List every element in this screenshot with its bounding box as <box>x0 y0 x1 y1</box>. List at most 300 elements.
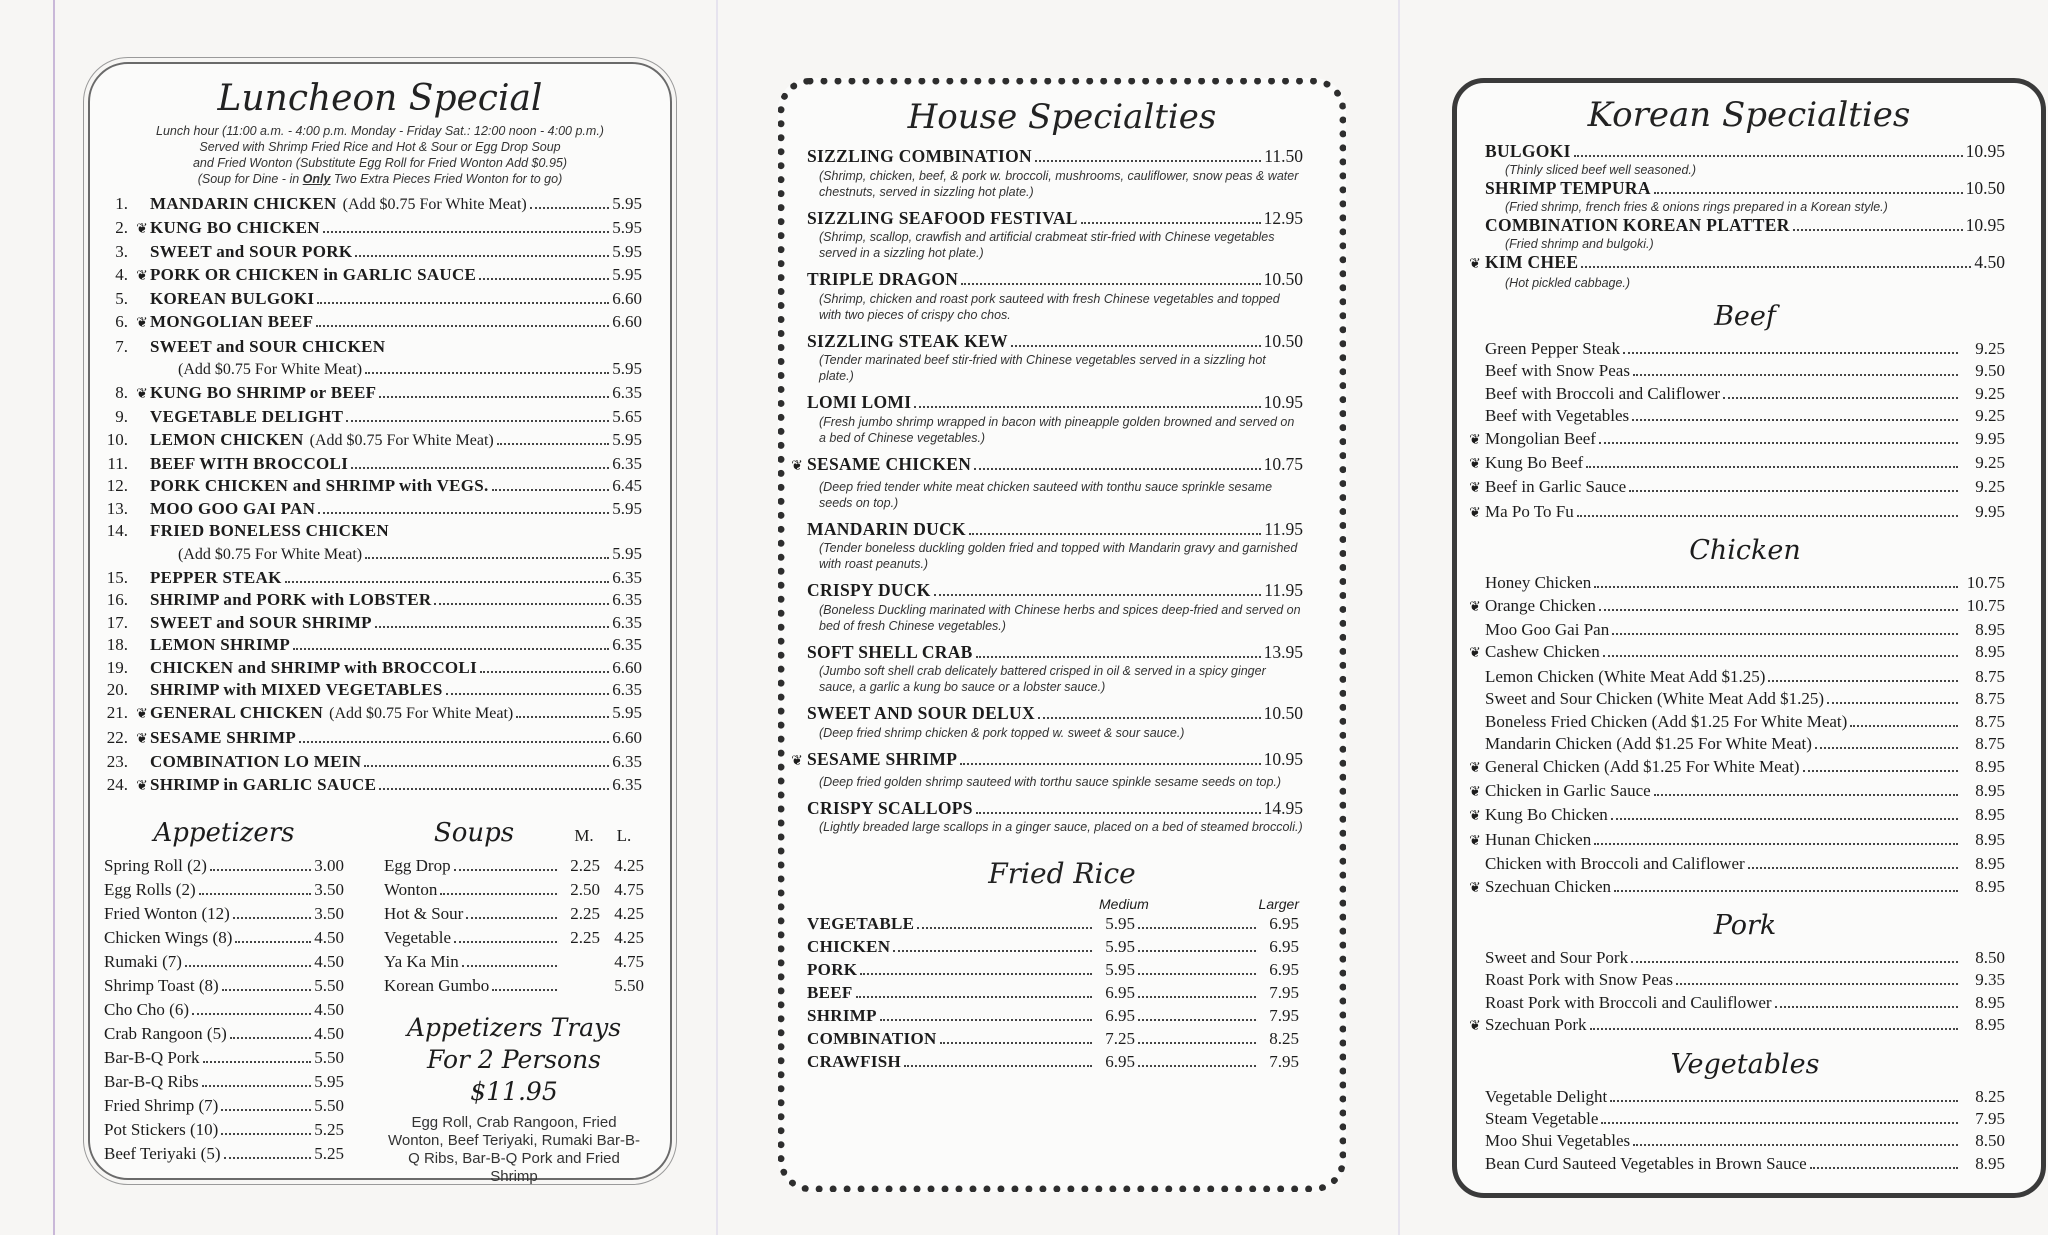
dot-leader <box>365 372 609 374</box>
dot-leader <box>1768 680 1958 682</box>
korean-item <box>1485 215 2005 236</box>
beef-section <box>1469 301 2005 525</box>
korean-panel <box>1452 78 2046 1198</box>
house-item-row <box>807 641 1303 664</box>
menu-item <box>1485 947 2005 969</box>
item-price: 8.95 <box>1975 876 2005 896</box>
item-price: 8.50 <box>1975 1131 2005 1151</box>
item-name: SHRIMP with MIXED VEGETABLES <box>150 680 443 700</box>
item-price: 5.95 <box>612 359 642 379</box>
dot-leader <box>1775 1006 1958 1008</box>
menu-item <box>807 1050 1299 1073</box>
item-name: PEPPER STEAK <box>150 567 282 587</box>
item-name: Chicken Wings (8) <box>104 928 233 948</box>
item-price: 5.95 <box>314 1072 344 1092</box>
item-number: 1. <box>115 194 128 213</box>
item-price: 8.95 <box>1975 829 2005 849</box>
dot-leader <box>497 443 610 445</box>
item-description: (Lightly breaded large scallops in a ginger sauce, placed on a bed of steamed broccoli.) <box>819 820 1303 835</box>
price-larger: 7.95 <box>1269 1052 1299 1072</box>
dot-leader <box>199 893 312 895</box>
item-note: (Add $0.75 For White Meat) <box>178 545 363 563</box>
dot-leader <box>323 231 609 233</box>
dot-leader <box>479 278 609 280</box>
house-item-row <box>791 748 1303 774</box>
item-price: 5.50 <box>314 1096 344 1116</box>
item-number: 13. <box>106 498 128 518</box>
item-number: 15. <box>106 567 128 587</box>
item-price: 5.95 <box>612 543 642 563</box>
dot-leader <box>1815 747 1958 749</box>
house-list <box>791 145 1303 835</box>
item-name: Vegetable <box>384 928 452 948</box>
menu-item <box>1485 360 2005 382</box>
dot-leader <box>1850 725 1958 727</box>
house-item-row <box>807 797 1303 820</box>
item-name: Bar-B-Q Ribs <box>104 1072 199 1092</box>
item-number: 19. <box>106 657 128 677</box>
menu-item <box>1485 733 2005 755</box>
item-description: (Tender marinated beef stir-fried with Chinese vegetables served in a sizzling hot plate.) <box>819 353 1266 384</box>
dot-leader <box>1138 973 1256 975</box>
dot-leader <box>1676 983 1958 985</box>
menu-item <box>104 998 344 1022</box>
house-item <box>807 797 1303 836</box>
spicy-icon: ❦ <box>1469 505 1481 521</box>
item-name: Vegetable Delight <box>1485 1086 1608 1106</box>
dot-leader <box>351 467 609 469</box>
item-price: 11.50 <box>1264 146 1303 166</box>
menu-item <box>102 406 642 429</box>
item-name: FRIED BONELESS CHICKEN <box>150 521 389 541</box>
item-name: Korean Gumbo <box>384 976 490 996</box>
item-price: 9.25 <box>1975 383 2005 403</box>
menu-item <box>102 475 642 498</box>
dot-leader <box>1574 155 1963 157</box>
item-name: SIZZLING SEAFOOD FESTIVAL <box>807 207 1078 228</box>
chicken-title: Chicken <box>1689 535 1801 567</box>
menu-item <box>1469 476 2005 500</box>
item-note: (Add $0.75 For White Meat) <box>309 431 494 449</box>
item-name: SHRIMP <box>807 1006 877 1026</box>
dot-leader <box>1081 222 1261 224</box>
dot-leader <box>222 989 312 991</box>
appetizers-title: Appetizers <box>153 818 295 849</box>
item-price: 10.50 <box>1263 269 1303 290</box>
item-name: SHRIMP in GARLIC SAUCE <box>150 774 377 794</box>
soups-header <box>384 818 644 854</box>
dot-leader <box>1594 586 1958 588</box>
item-name: Wonton <box>384 880 438 900</box>
item-price: 6.60 <box>612 657 642 677</box>
dot-leader <box>1590 1028 1958 1030</box>
menu-item <box>102 567 642 590</box>
item-price: 5.95 <box>612 703 642 723</box>
dot-leader <box>285 581 610 583</box>
menu-item <box>102 429 642 453</box>
luncheon-intro-line: and Fried Wonton (Substitute Egg Roll for Fried Wonton Add $0.95) <box>192 156 568 170</box>
item-name: Fried Wonton (12) <box>104 904 230 924</box>
item-name: Szechuan Chicken <box>1485 876 1612 896</box>
dot-leader <box>185 965 311 967</box>
menu-item <box>1485 969 2005 991</box>
item-price: 3.50 <box>314 880 344 900</box>
dot-leader <box>934 594 1262 596</box>
price-medium: 6.95 <box>1105 983 1135 1003</box>
menu-item <box>102 336 642 359</box>
menu-item <box>104 926 344 950</box>
item-name: Ma Po To Fu <box>1485 501 1574 521</box>
menu-item <box>102 679 642 702</box>
korean-title: Korean Specialties <box>1587 95 1911 135</box>
spicy-icon: ❦ <box>791 753 803 769</box>
price-large: 4.25 <box>614 904 644 924</box>
dot-leader <box>976 656 1261 658</box>
item-price: 9.35 <box>1975 970 2005 990</box>
dot-leader <box>233 917 311 919</box>
item-name: Beef with Broccoli and Califlower <box>1485 383 1721 403</box>
item-price: 13.95 <box>1263 641 1303 662</box>
dot-leader <box>1586 466 1958 468</box>
dot-leader <box>860 973 1092 975</box>
menu-item <box>1469 595 2005 619</box>
price-larger: 6.95 <box>1269 914 1299 934</box>
menu-item <box>384 926 644 950</box>
dot-leader <box>364 765 609 767</box>
luncheon-title: Luncheon Special <box>217 78 543 119</box>
fried-rice-header <box>807 896 1299 912</box>
dot-leader <box>1011 345 1261 347</box>
price-larger: 8.25 <box>1269 1029 1299 1049</box>
intro-emphasis: Only <box>302 172 331 186</box>
item-name: Bean Curd Sauteed Vegetables in Brown Sauce <box>1485 1153 1807 1173</box>
item-price: 8.95 <box>1975 1015 2005 1035</box>
item-price: 6.35 <box>612 590 642 610</box>
item-note: (Add $0.75 For White Meat) <box>329 705 514 723</box>
menu-item <box>1485 1153 2005 1175</box>
item-price: 10.95 <box>1263 748 1303 769</box>
item-number: 10. <box>106 429 128 449</box>
item-price: 11.95 <box>1264 580 1303 601</box>
item-name: LEMON SHRIMP <box>150 635 291 655</box>
house-item-row <box>807 330 1303 353</box>
item-name: Spring Roll (2) <box>104 856 207 876</box>
item-price: 14.95 <box>1263 797 1303 818</box>
item-price: 6.60 <box>612 727 642 747</box>
korean-item <box>1469 252 2005 275</box>
item-name: SESAME CHICKEN <box>807 453 972 474</box>
house-item-row <box>791 453 1303 479</box>
item-price: 10.95 <box>1965 141 2005 161</box>
item-name: COMBINATION LO MEIN <box>150 752 362 772</box>
menu-item <box>1469 780 2005 804</box>
dot-leader <box>976 812 1261 814</box>
item-name: LEMON CHICKEN <box>150 429 304 449</box>
item-price: 8.75 <box>1975 689 2005 709</box>
menu-item <box>104 1070 344 1094</box>
dot-leader <box>210 869 311 871</box>
item-description: (Shrimp, chicken, beef, & pork w. broccoli, mushrooms, cauliflower, snow peas & water chestnuts, served in sizzling hot plate.) <box>819 168 1299 199</box>
item-price: 5.50 <box>314 1048 344 1068</box>
menu-item <box>384 854 644 878</box>
item-price: 6.35 <box>612 774 642 794</box>
menu-item <box>102 311 642 336</box>
menu-item <box>104 1118 344 1142</box>
menu-item <box>102 453 642 476</box>
dot-leader <box>856 996 1092 998</box>
house-item <box>807 702 1303 741</box>
menu-item <box>1469 1014 2005 1038</box>
menu-item <box>807 1027 1299 1050</box>
item-price: 10.75 <box>1966 573 2005 593</box>
item-description: (Tender boneless duckling golden fried and topped with Mandarin gravy and garnished with roast peanuts.) <box>819 541 1298 572</box>
item-name: PORK <box>807 960 858 980</box>
spicy-icon: ❦ <box>1469 809 1481 825</box>
price-medium: 6.95 <box>1105 1006 1135 1026</box>
item-price: 5.95 <box>612 194 642 213</box>
price-medium: 5.95 <box>1105 914 1135 934</box>
dot-leader <box>1035 160 1261 162</box>
luncheon-intro <box>100 123 660 187</box>
item-price: 4.50 <box>314 952 344 972</box>
house-item <box>807 391 1303 446</box>
menu-item <box>102 382 642 407</box>
item-name: Beef with Vegetables <box>1485 406 1630 426</box>
item-name: BEEF <box>807 983 853 1003</box>
house-item <box>807 268 1303 323</box>
pork-title: Pork <box>1713 909 1777 941</box>
chicken-section <box>1469 535 2005 900</box>
item-name: Egg Drop <box>384 856 451 876</box>
item-number: 2. <box>115 217 128 237</box>
item-price: 9.25 <box>1975 339 2005 358</box>
item-price: 8.95 <box>1975 854 2005 874</box>
item-price: 6.45 <box>612 476 642 496</box>
pork-section <box>1469 909 2005 1039</box>
price-medium: 2.50 <box>570 880 600 900</box>
item-name: Bar-B-Q Pork <box>104 1048 200 1068</box>
dot-leader <box>221 1109 311 1111</box>
item-name: SWEET AND SOUR DELUX <box>807 703 1035 724</box>
house-item <box>807 145 1303 200</box>
item-description: (Fresh jumbo shrimp wrapped in bacon with pineapple golden browned and served on a bed of Chinese vegetables.) <box>819 414 1295 445</box>
item-price: 10.95 <box>1263 392 1303 413</box>
fried-rice-list <box>807 912 1299 1073</box>
item-price: 8.95 <box>1975 1153 2005 1173</box>
item-price: 10.75 <box>1263 453 1303 474</box>
item-price: 8.95 <box>1975 620 2005 640</box>
item-name: COMBINATION KOREAN PLATTER <box>1485 215 1790 235</box>
item-description: (Shrimp, chicken and roast pork sauteed with fresh Chinese vegetables and topped with two pieces of crispy cho chos. <box>819 291 1280 322</box>
vegetables-list <box>1485 1086 2005 1176</box>
item-name: Rumaki (7) <box>104 952 182 972</box>
item-price: 9.25 <box>1975 477 2005 497</box>
dot-leader <box>454 869 557 871</box>
item-name: Steam Vegetable <box>1485 1108 1599 1128</box>
dot-leader <box>434 603 609 605</box>
spicy-icon: ❦ <box>1469 1019 1481 1035</box>
item-name: TRIPLE DRAGON <box>807 269 959 290</box>
item-name: Honey Chicken <box>1485 573 1592 593</box>
item-name: Sweet and Sour Pork <box>1485 947 1629 967</box>
item-description: (Boneless Duckling marinated with Chinese herbs and spices deep-fried and served on bed of fresh Chinese vegetables.) <box>819 602 1301 633</box>
dot-leader <box>454 941 557 943</box>
item-name: Ya Ka Min <box>384 952 459 972</box>
menu-item <box>1485 666 2005 688</box>
dot-leader <box>969 533 1261 535</box>
item-number: 23. <box>106 752 128 772</box>
item-name: KOREAN BULGOKI <box>150 289 315 309</box>
item-price: 6.35 <box>612 453 642 473</box>
menu-item <box>1485 711 2005 733</box>
item-name: SWEET and SOUR PORK <box>150 242 353 262</box>
spicy-icon: ❦ <box>1469 880 1481 896</box>
item-name: SESAME SHRIMP <box>150 727 297 747</box>
item-name: PORK OR CHICKEN in GARLIC SAUCE <box>150 264 477 284</box>
dot-leader <box>492 989 557 991</box>
item-name: MANDARIN CHICKEN <box>150 194 337 213</box>
dot-leader <box>1631 961 1958 963</box>
spicy-icon: ❦ <box>136 386 148 402</box>
dot-leader <box>904 1065 1092 1067</box>
menu-item <box>104 878 344 902</box>
dot-leader <box>1138 950 1256 952</box>
price-large: 4.25 <box>614 856 644 876</box>
item-name: LOMI LOMI <box>807 392 912 413</box>
dot-leader <box>940 1042 1092 1044</box>
price-medium: 5.95 <box>1105 937 1135 957</box>
dot-leader <box>1633 374 1958 376</box>
dot-leader <box>221 1133 311 1135</box>
menu-item <box>102 657 642 680</box>
item-price: 9.25 <box>1975 453 2005 473</box>
item-name: Green Pepper Steak <box>1485 339 1621 358</box>
item-number: 14. <box>106 521 128 541</box>
item-price: 8.25 <box>1975 1086 2005 1106</box>
dot-leader <box>440 893 557 895</box>
spicy-icon: ❦ <box>1469 457 1481 473</box>
dot-leader <box>1793 229 1963 231</box>
item-number: 11. <box>107 453 128 473</box>
dot-leader <box>961 283 1260 285</box>
item-name: CHICKEN and SHRIMP with BROCCOLI <box>150 657 477 677</box>
chicken-list <box>1469 572 2005 900</box>
item-price: 9.50 <box>1975 361 2005 381</box>
soups-section <box>384 818 644 1186</box>
spicy-icon: ❦ <box>1469 760 1481 776</box>
price-medium: 7.25 <box>1105 1029 1135 1049</box>
item-name: Chicken in Garlic Sauce <box>1485 780 1651 800</box>
dot-leader <box>1599 442 1958 444</box>
item-name: CRAWFISH <box>807 1052 902 1072</box>
item-name: Lemon Chicken (White Meat Add $1.25) <box>1485 666 1766 686</box>
spicy-icon: ❦ <box>791 458 803 474</box>
item-price: 6.35 <box>612 635 642 655</box>
item-name: Cho Cho (6) <box>104 1000 189 1020</box>
item-price: 6.35 <box>612 567 642 587</box>
item-name: Hunan Chicken <box>1485 829 1592 849</box>
item-price: 3.00 <box>314 856 344 876</box>
item-name: SIZZLING STEAK KEW <box>807 330 1008 351</box>
house-item-row <box>807 702 1303 725</box>
trays-title: Appetizers Trays <box>406 1013 622 1043</box>
item-price: 8.50 <box>1975 947 2005 967</box>
item-price: 12.95 <box>1263 207 1303 228</box>
item-price: 5.95 <box>612 264 642 284</box>
item-description: (Thinly sliced beef well seasoned.) <box>1505 163 1697 177</box>
item-number: 6. <box>115 311 128 331</box>
spicy-icon: ❦ <box>1469 481 1481 497</box>
item-name: Cashew Chicken <box>1485 642 1600 662</box>
beef-title: Beef <box>1714 301 1776 332</box>
dot-leader <box>1723 397 1958 399</box>
soups-col-l: L. <box>616 826 632 846</box>
dot-leader <box>318 512 609 514</box>
item-number: 21. <box>106 703 128 723</box>
item-price: 5.65 <box>612 407 642 427</box>
item-price: 10.95 <box>1965 215 2005 235</box>
menu-item <box>1469 804 2005 828</box>
item-name: Moo Shui Vegetables <box>1485 1131 1631 1151</box>
item-number: 16. <box>106 590 128 610</box>
menu-item <box>102 193 642 217</box>
fried-rice-col-larger: Larger <box>1258 896 1299 913</box>
luncheon-intro-line: Lunch hour (11:00 a.m. - 4:00 p.m. Monday - Friday Sat.: 12:00 noon - 4:00 p.m.) <box>156 124 604 138</box>
item-description: (Hot pickled cabbage.) <box>1505 276 1631 290</box>
house-item-row <box>807 268 1303 291</box>
dot-leader <box>1138 996 1256 998</box>
price-medium: 2.25 <box>570 928 600 948</box>
item-number: 7. <box>115 336 128 356</box>
house-item-row <box>807 145 1303 168</box>
item-price: 9.25 <box>1975 406 2005 426</box>
house-item <box>807 330 1303 385</box>
dot-leader <box>960 763 1260 765</box>
item-description: (Deep fried shrimp chicken & pork topped w. sweet & sour sauce.) <box>819 725 1185 740</box>
item-name: BULGOKI <box>1485 141 1571 161</box>
dot-leader <box>1138 927 1256 929</box>
korean-list <box>1469 141 2005 291</box>
item-name: BEEF WITH BROCCOLI <box>150 453 349 473</box>
dot-leader <box>1803 770 1958 772</box>
menu-item <box>102 751 642 774</box>
menu-item <box>807 935 1299 958</box>
item-description: (Fried shrimp, french fries & onions rings prepared in a Korean style.) <box>1505 200 1888 214</box>
item-name: Szechuan Pork <box>1485 1015 1587 1035</box>
korean-item <box>1485 178 2005 199</box>
item-name: PORK CHICKEN and SHRIMP with VEGS. <box>150 476 489 496</box>
item-price: 5.50 <box>314 976 344 996</box>
dot-leader <box>1654 192 1963 194</box>
item-name: Boneless Fried Chicken (Add $1.25 For White Meat) <box>1485 711 1848 731</box>
house-item-row <box>807 207 1303 230</box>
dot-leader <box>466 917 557 919</box>
item-name: Chicken with Broccoli and Califlower <box>1485 854 1745 874</box>
menu-item <box>1485 383 2005 405</box>
item-number: 3. <box>115 242 128 262</box>
item-price: 11.95 <box>1264 518 1303 539</box>
price-large: 4.75 <box>614 952 644 972</box>
menu-item <box>102 498 642 521</box>
item-price: 9.95 <box>1975 501 2005 521</box>
price-large: 5.50 <box>614 976 644 996</box>
item-price: 4.50 <box>314 1000 344 1020</box>
item-price: 8.95 <box>1975 805 2005 825</box>
menu-item <box>1485 1086 2005 1108</box>
menu-item <box>384 950 644 974</box>
menu-item <box>102 612 642 635</box>
item-price: 10.50 <box>1263 330 1303 351</box>
